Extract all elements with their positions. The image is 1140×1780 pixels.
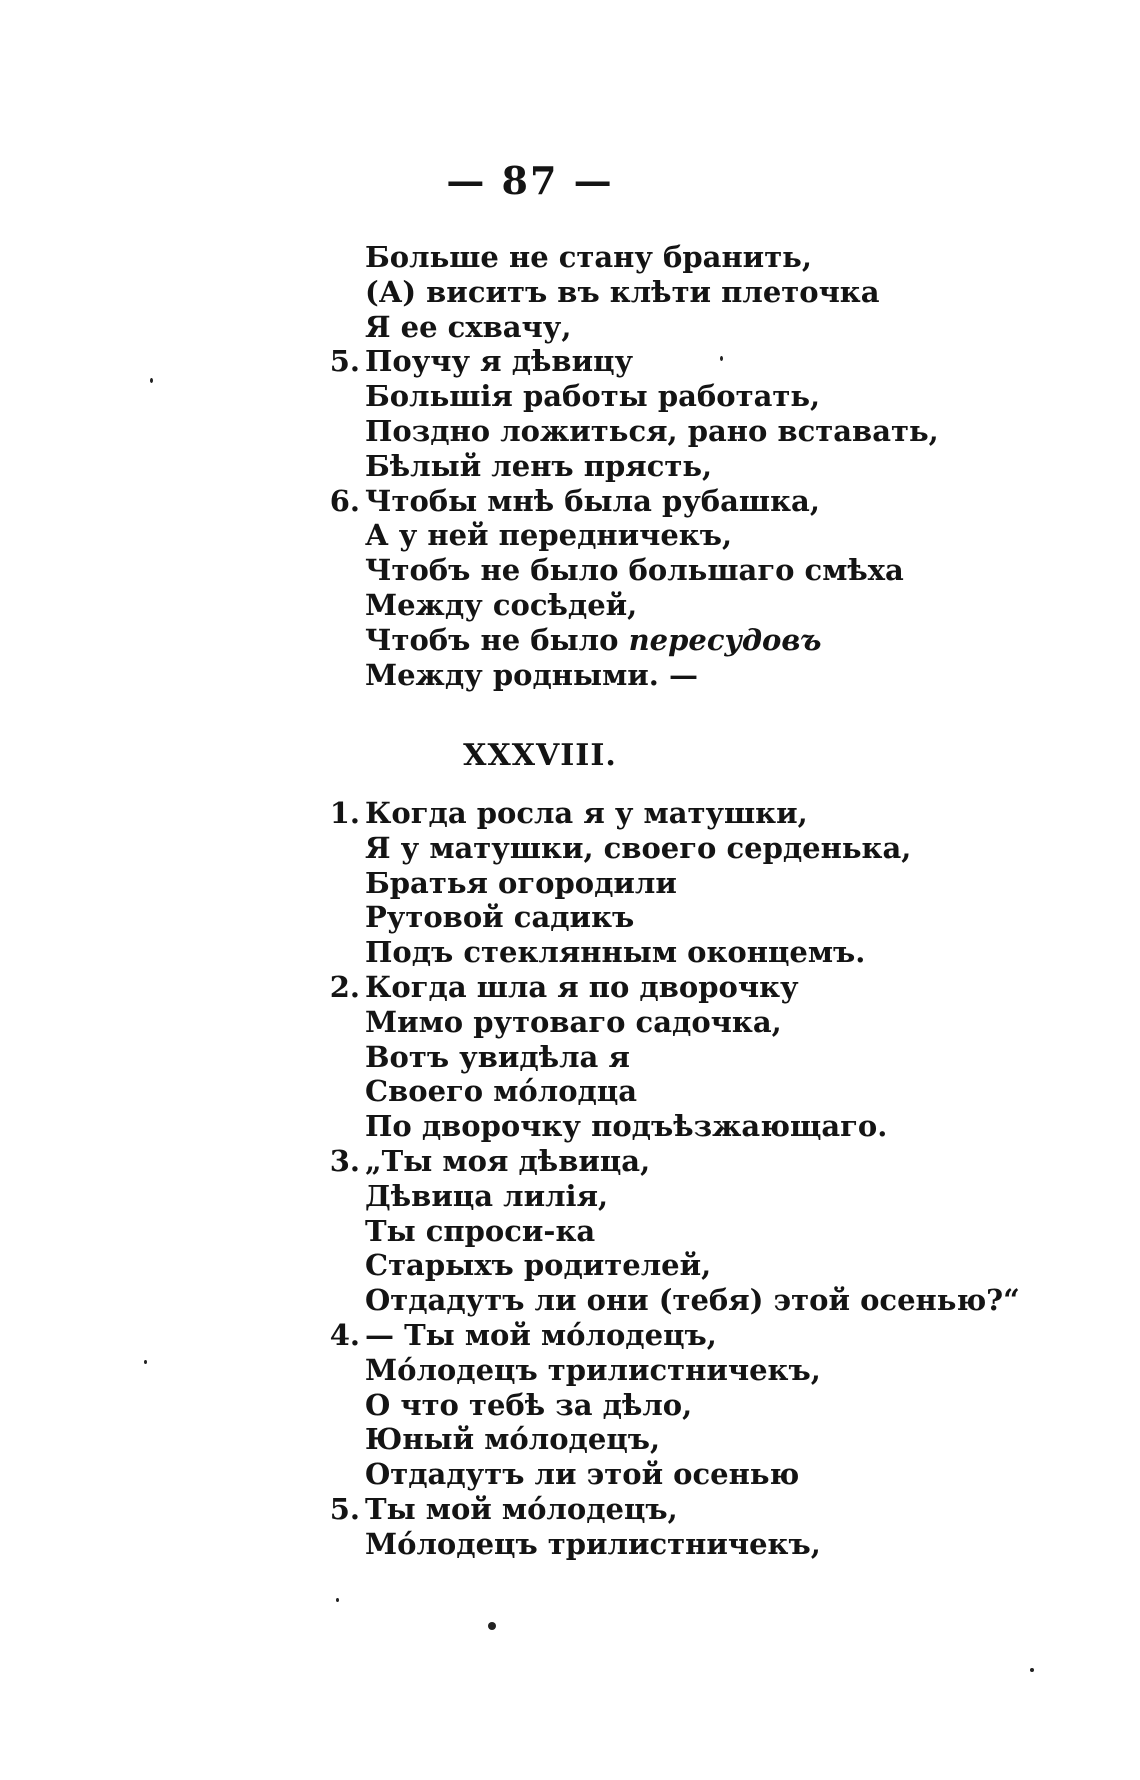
verse-text: Поздно ложиться, рано вставать,: [365, 414, 939, 448]
stanza-number: 4.: [329, 1318, 360, 1352]
stanza-number: 5.: [329, 1492, 360, 1526]
verse-text: Братья огородили: [365, 865, 677, 900]
verse-text: — Ты мой мóлодецъ,: [365, 1318, 717, 1352]
verse-text: Когда росла я у матушки,: [365, 796, 808, 830]
verse-text: Между сосѣдей,: [365, 588, 638, 622]
verse-text: Старыхъ родителей,: [365, 1248, 712, 1283]
verse-line: [0, 484, 1140, 518]
verse-line: [0, 1283, 1140, 1317]
verse-line: [0, 1248, 1140, 1282]
verse-line: [0, 1492, 1140, 1526]
verse-text: Мóлодецъ трилистничекъ,: [365, 1352, 821, 1387]
verse-line: [0, 1109, 1140, 1143]
verse-text: Между родными. —: [365, 657, 698, 692]
verse-text: Я ее схвачу,: [365, 309, 572, 344]
verse-line: [0, 414, 1140, 448]
verse-line: [0, 553, 1140, 587]
stanza-number: 2.: [329, 970, 360, 1004]
verse-text: „Ты моя дѣвица,: [365, 1144, 651, 1178]
verse-line: [0, 1179, 1140, 1213]
scan-speck: [144, 1360, 147, 1364]
scan-speck: [488, 1622, 496, 1630]
scan-speck: [150, 378, 153, 383]
verse-text: Подъ стеклянным оконцемъ.: [365, 935, 866, 970]
stanza-number: 5.: [329, 344, 360, 379]
verse-line: [0, 866, 1140, 900]
verse-text: Мимо рутоваго садочка,: [365, 1004, 782, 1039]
verse-text: Юный мóлодецъ,: [365, 1422, 661, 1457]
verse-text: Чтобъ не было большаго смѣха: [365, 553, 904, 588]
verse-line: [0, 1214, 1140, 1248]
scan-speck: [720, 356, 723, 361]
verse-text: Вотъ увидѣла я: [365, 1039, 630, 1074]
stanza-number: 1.: [329, 796, 360, 830]
verse-text: Дѣвица лилiя,: [365, 1178, 609, 1213]
verse-line: [0, 1318, 1140, 1352]
verse-line: [0, 935, 1140, 969]
page-number: — 87 —: [446, 158, 614, 203]
verse-text: По дворочку подъѣзжающаго.: [365, 1109, 888, 1144]
scan-speck: [1030, 1668, 1034, 1672]
verse-line: [0, 658, 1140, 692]
verse-line: [0, 1074, 1140, 1108]
stanza-number: 3.: [329, 1144, 360, 1178]
verse-line: [0, 1144, 1140, 1178]
verse-line: [0, 900, 1140, 934]
verse-text: Поучу я дѣвицу: [365, 344, 634, 379]
stanza-number: 6.: [329, 483, 360, 518]
verse-line: [0, 1422, 1140, 1456]
verse-line: [0, 1353, 1140, 1387]
verse-text: Мóлодецъ трилистничекъ,: [365, 1526, 821, 1561]
verse-text: Рутовой садикъ: [365, 900, 635, 935]
verse-text: Отдадутъ ли этой осенью: [365, 1457, 800, 1492]
verse-line: [0, 449, 1140, 483]
verse-line: [0, 1040, 1140, 1074]
verse-line: [0, 831, 1140, 865]
verse-text: Бѣлый ленъ прясть,: [365, 448, 713, 483]
verse-text: Своего мóлодца: [365, 1074, 638, 1109]
verse-text: Больше не стану бранить,: [365, 240, 812, 274]
verse-text: Ты мой мóлодецъ,: [365, 1492, 678, 1526]
verse-text: Ты спроси-ка: [365, 1213, 596, 1248]
verse-line: [0, 275, 1140, 309]
verse-line: [0, 1527, 1140, 1561]
verse-line: [0, 240, 1140, 274]
verse-line: [0, 344, 1140, 378]
verse-line: [0, 623, 1140, 657]
verse-text: Я у матушки, своего серденька,: [365, 830, 912, 865]
verse-line: [0, 310, 1140, 344]
verse-line: [0, 379, 1140, 413]
verse-text: Когда шла я по дворочку: [365, 970, 799, 1004]
verse-line: [0, 1388, 1140, 1422]
verse-line: [0, 588, 1140, 622]
verse-line: [0, 518, 1140, 552]
verse-text: Чтобы мнѣ была рубашка,: [365, 483, 820, 518]
verse-line: [0, 796, 1140, 830]
verse-text: О что тебѣ за дѣло,: [365, 1387, 693, 1422]
verse-text: А у ней передничекъ,: [365, 518, 733, 553]
scan-speck: [336, 1598, 339, 1602]
verse-line: [0, 1457, 1140, 1491]
verse-text: (А) виситъ въ клѣти плеточка: [365, 274, 880, 309]
verse-text: Отдадутъ ли они (тебя) этой осенью?“: [365, 1283, 1020, 1318]
section-heading: XXXVIII.: [463, 738, 617, 773]
verse-text: Большiя работы работать,: [365, 379, 821, 414]
verse-italic: пересудовъ: [628, 622, 822, 657]
verse-line: [0, 1005, 1140, 1039]
verse-text: Чтобъ не было пересудовъ: [365, 622, 822, 657]
verse-line: [0, 970, 1140, 1004]
